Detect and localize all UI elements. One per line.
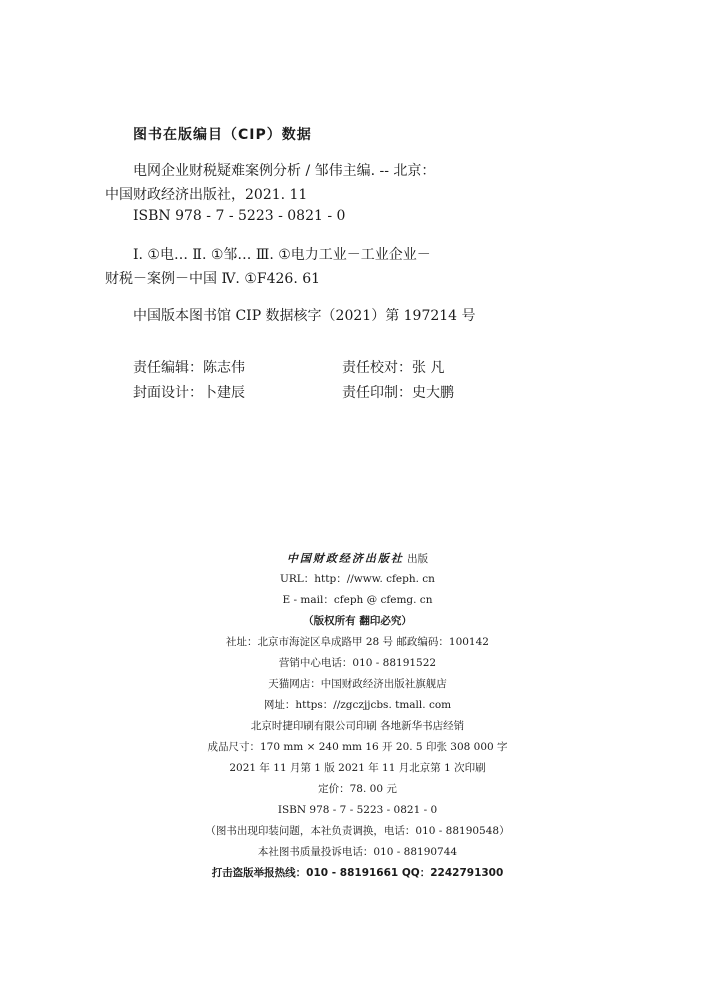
tmall-store: 天猫网店：中国财政经济出版社旗舰店 xyxy=(268,678,447,690)
store-website: 网址：https：//zgczjjcbs. tmall. com xyxy=(263,699,452,711)
book-price: 定价：78. 00 元 xyxy=(318,783,397,795)
book-isbn: ISBN 978 - 7 - 5223 - 0821 - 0 xyxy=(277,804,438,816)
staff-printing: 责任印制：史大鹏 xyxy=(342,385,454,401)
cip-title-line: 电网企业财税疑难案例分析 / 邹伟主编. -- 北京： xyxy=(133,163,436,179)
printer-info: 北京时捷印刷有限公司印刷 各地新华书店经销 xyxy=(250,720,465,732)
copyright-notice: （版权所有 翻印必究） xyxy=(303,615,412,627)
cip-classification-line-2: 财税－案例－中国 Ⅳ. ①F426. 61 xyxy=(105,271,321,287)
cip-isbn-line: ISBN 978 - 7 - 5223 - 0821 - 0 xyxy=(133,208,346,224)
complaint-phone: 本社图书质量投诉电话：010 - 88190744 xyxy=(257,846,458,858)
publisher-logo: 中国财政经济出版社 xyxy=(286,552,404,565)
piracy-hotline: 打击盗版举报热线：010 - 88191661 QQ：2242791300 xyxy=(211,867,504,879)
marketing-phone: 营销中心电话：010 - 88191522 xyxy=(278,657,437,669)
publisher-address: 社址：北京市海淀区阜成路甲 28 号 邮政编码：100142 xyxy=(226,636,489,648)
cip-publisher-line: 中国财政经济出版社，2021. 11 xyxy=(105,187,308,203)
cip-classification-line-1: Ⅰ. ①电… Ⅱ. ①邹… Ⅲ. ①电力工业－工业企业－ xyxy=(133,247,431,263)
publisher-email: E - mail：cfeph @ cfemg. cn xyxy=(282,594,433,606)
edition-info: 2021 年 11 月第 1 版 2021 年 11 月北京第 1 次印刷 xyxy=(229,762,486,774)
cip-heading: 图书在版编目（CIP）数据 xyxy=(133,127,312,143)
cip-library-record: 中国版本图书馆 CIP 数据核字（2021）第 197214 号 xyxy=(133,308,476,324)
staff-proofreader: 责任校对：张 凡 xyxy=(342,360,445,376)
book-specs: 成品尺寸：170 mm × 240 mm 16 开 20. 5 印张 308 000 字 xyxy=(207,741,508,753)
staff-cover-design: 封面设计：卜建辰 xyxy=(133,385,245,401)
quality-note: （图书出现印装问题，本社负责调换，电话：010 - 88190548） xyxy=(205,825,510,837)
staff-editor: 责任编辑：陈志伟 xyxy=(133,360,245,376)
publisher-url: URL：http：//www. cfeph. cn xyxy=(280,573,435,585)
publication-info xyxy=(0,548,715,884)
publisher-suffix: 出版 xyxy=(407,553,429,565)
publisher-line xyxy=(0,548,715,569)
